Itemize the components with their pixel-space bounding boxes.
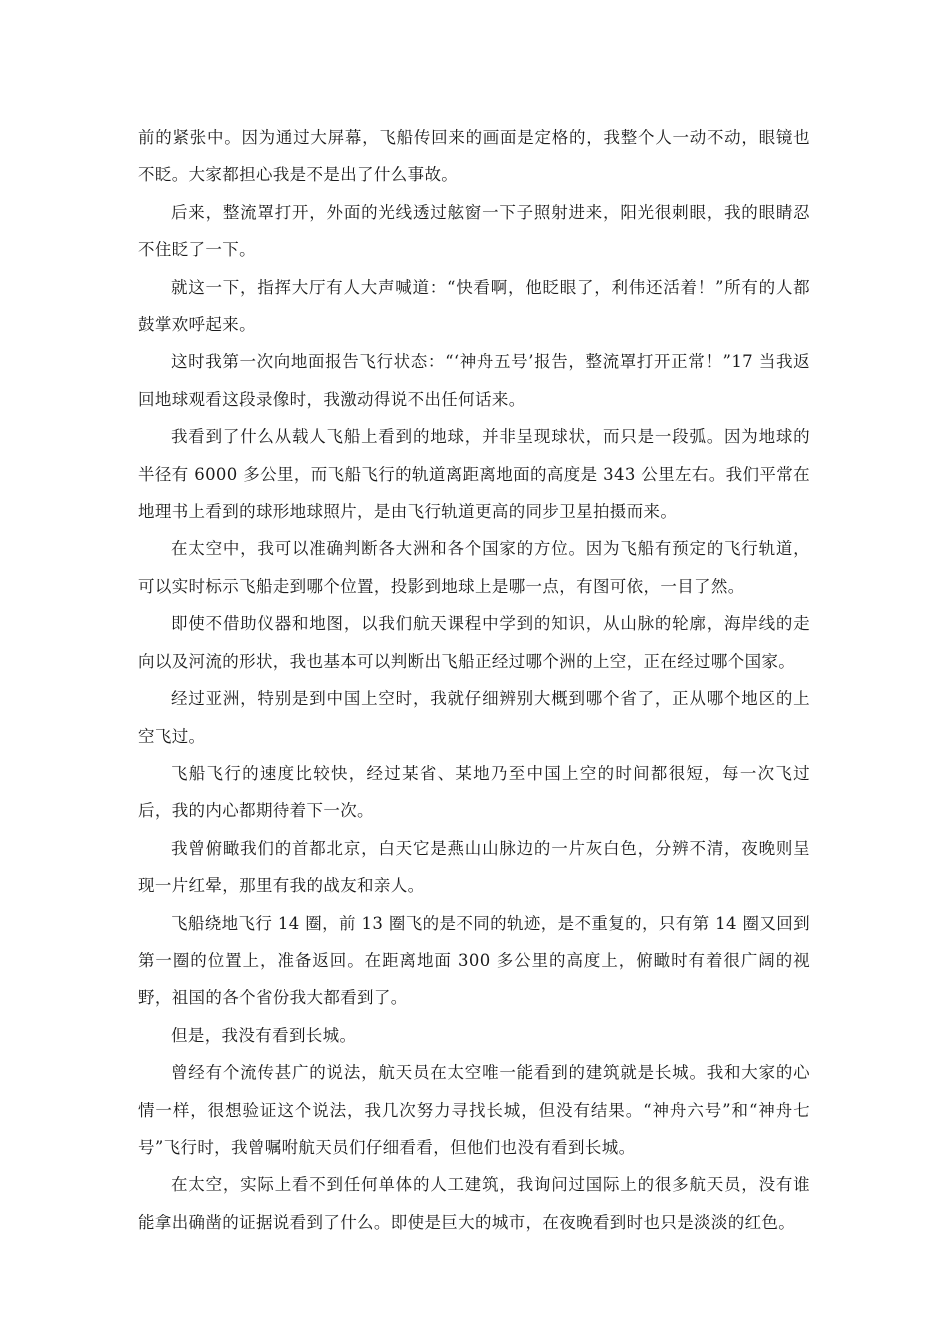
paragraph: 在太空，实际上看不到任何单体的人工建筑，我询问过国际上的很多航天员，没有谁能拿出确凿的证据说看到了什么。即使是巨大的城市，在夜晚看到时也只是淡淡的红色。 (138, 1175, 810, 1232)
paragraph: 在太空中，我可以准确判断各大洲和各个国家的方位。因为飞船有预定的飞行轨道，可以实时标示飞船走到哪个位置，投影到地球上是哪一点，有图可依，一目了然。 (138, 539, 810, 596)
paragraph: 经过亚洲，特别是到中国上空时，我就仔细辨别大概到哪个省了，正从哪个地区的上空飞过。 (138, 689, 810, 746)
paragraph: 就这一下，指挥大厅有人大声喊道：“快看啊，他眨眼了，利伟还活着！”所有的人都鼓掌欢呼起来。 (138, 277, 810, 335)
paragraph: 前的紧张中。因为通过大屏幕，飞船传回来的画面是定格的，我整个人一动不动，眼镜也不眨。大家都担心我是不是出了什么事故。 (138, 128, 810, 185)
paragraph: 我曾俯瞰我们的首都北京，白天它是燕山山脉边的一片灰白色，分辨不清，夜晚则呈现一片红晕，那里有我的战友和亲人。 (138, 838, 810, 896)
paragraph: 这时我第一次向地面报告飞行状态：“‘神舟五号’报告，整流罩打开正常！”17 当我返回地球观看这段录像时，我激动得说不出任何话来。 (138, 352, 810, 409)
paragraph: 后来，整流罩打开，外面的光线透过舷窗一下子照射进来，阳光很刺眼，我的眼睛忍不住眨了一下。 (138, 202, 810, 260)
paragraph: 曾经有个流传甚广的说法，航天员在太空唯一能看到的建筑就是长城。我和大家的心情一样，很想验证这个说法，我几次努力寻找长城，但没有结果。“神舟六号”和“神舟七号”飞行时，我曾嘱咐航天员们仔细看看，但他们也没有看到长城。 (138, 1063, 810, 1157)
paragraph: 我看到了什么从载人飞船上看到的地球，并非呈现球状，而只是一段弧。因为地球的半径有 6000 多公里，而飞船飞行的轨道离距离地面的高度是 343 公里左右。我们平常在地理书上看到的球形地球照片，是由飞行轨道更高的同步卫星拍摄而来。 (138, 427, 810, 522)
paragraph: 飞船绕地飞行 14 圈，前 13 圈飞的是不同的轨迹，是不重复的，只有第 14 圈又回到第一圈的位置上，准备返回。在距离地面 300 多公里的高度上，俯瞰时有着很广阔的视野，祖国的各个省份我大都看到了。 (138, 913, 810, 1008)
paragraph: 但是，我没有看到长城。 (171, 1025, 357, 1045)
paragraph: 飞船飞行的速度比较快，经过某省、某地乃至中国上空的时间都很短，每一次飞过后，我的内心都期待着下一次。 (138, 763, 810, 821)
paragraph: 即使不借助仪器和地图，以我们航天课程中学到的知识，从山脉的轮廓，海岸线的走向以及河流的形状，我也基本可以判断出飞船正经过哪个洲的上空，正在经过哪个国家。 (138, 614, 810, 671)
document-body (138, 119, 810, 1241)
